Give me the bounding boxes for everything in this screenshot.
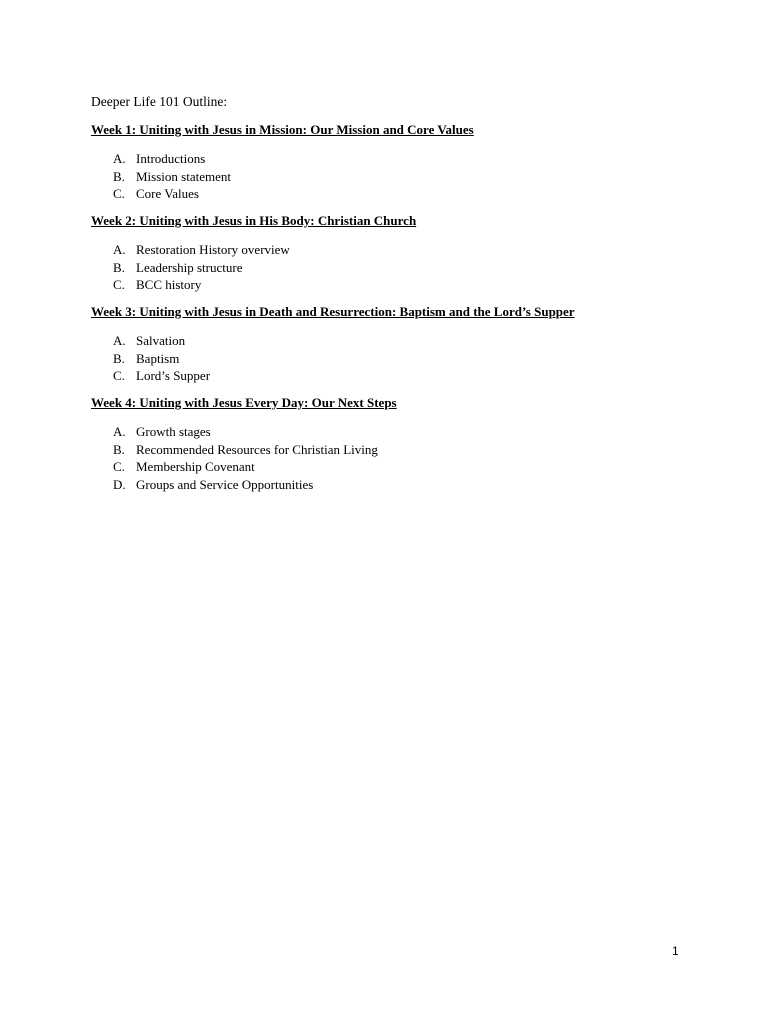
item-text: Salvation (136, 333, 186, 348)
week-2-heading: Week 2: Uniting with Jesus in His Body: Christian Church (91, 213, 417, 228)
list-item (91, 241, 731, 259)
list-item (91, 423, 731, 441)
item-text: Core Values (136, 186, 199, 202)
week-1-heading: Week 1: Uniting with Jesus in Mission: Our Mission and Core Values (91, 122, 474, 137)
list-item (91, 332, 731, 350)
item-text: Restoration History overview (136, 242, 290, 257)
item-letter: A. (113, 242, 126, 257)
item-letter: B. (113, 168, 125, 184)
list-item (91, 458, 731, 476)
item-letter: A. (113, 424, 126, 439)
week-1-items (91, 150, 731, 203)
item-text: Recommended Resources for Christian Living (136, 441, 378, 457)
item-text: Leadership structure (136, 259, 243, 275)
list-item (91, 259, 731, 277)
week-1-section (91, 122, 731, 203)
item-letter: B. (113, 350, 125, 366)
item-text: Baptism (136, 350, 180, 366)
week-3-section (91, 304, 731, 385)
week-2-items (91, 241, 731, 294)
item-letter: A. (113, 333, 126, 348)
page-number: 1 (672, 944, 679, 958)
item-letter: C. (113, 277, 125, 293)
week-2-section (91, 213, 731, 294)
item-text: Growth stages (136, 424, 211, 439)
item-text: BCC history (136, 277, 202, 293)
item-text: Groups and Service Opportunities (136, 477, 314, 493)
item-letter: A. (113, 151, 126, 166)
list-item (91, 476, 731, 494)
document-title: Deeper Life 101 Outline: (91, 94, 228, 109)
item-text: Mission statement (136, 168, 231, 184)
item-text: Lord’s Supper (136, 368, 211, 384)
item-text: Introductions (136, 151, 206, 166)
item-letter: C. (113, 459, 125, 475)
week-4-items (91, 423, 731, 494)
week-3-items (91, 332, 731, 385)
item-letter: D. (113, 477, 126, 493)
list-item (91, 350, 731, 368)
list-item (91, 441, 731, 459)
item-letter: C. (113, 368, 125, 384)
item-letter: B. (113, 441, 125, 457)
week-4-section (91, 395, 731, 494)
item-text: Membership Covenant (136, 459, 255, 475)
item-letter: B. (113, 259, 125, 275)
list-item (91, 185, 731, 203)
list-item (91, 276, 731, 294)
list-item (91, 367, 731, 385)
list-item (91, 168, 731, 186)
week-4-heading: Week 4: Uniting with Jesus Every Day: Our Next Steps (91, 395, 397, 410)
list-item (91, 150, 731, 168)
week-3-heading: Week 3: Uniting with Jesus in Death and Resurrection: Baptism and the Lord’s Supper (91, 304, 575, 319)
item-letter: C. (113, 186, 125, 202)
